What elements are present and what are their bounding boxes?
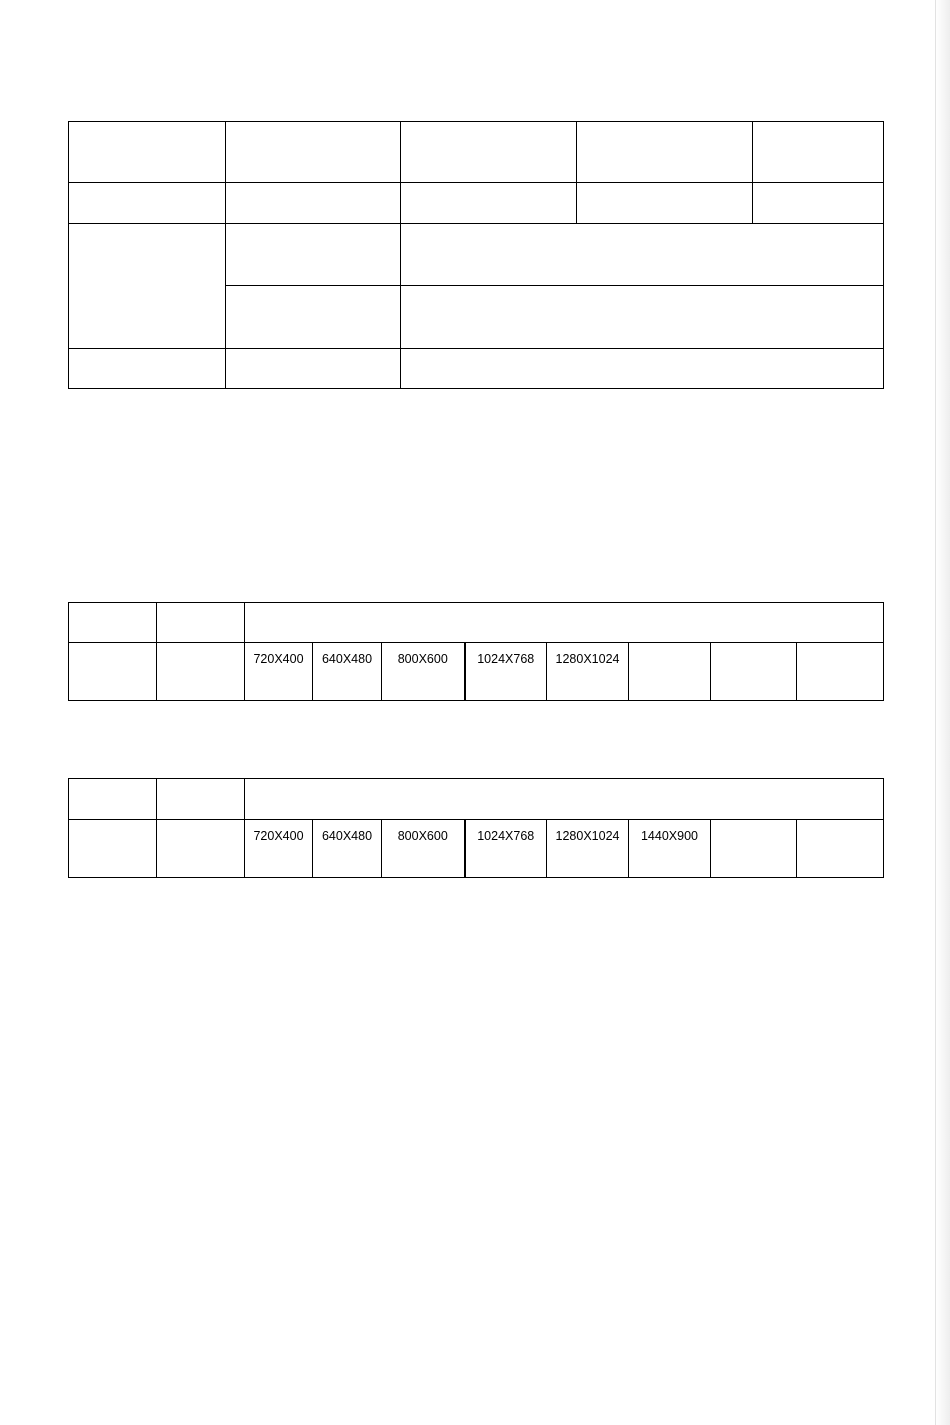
resolution-table-2 <box>68 778 884 878</box>
table-cell <box>69 183 226 224</box>
table-row <box>69 643 884 701</box>
table-cell <box>753 183 884 224</box>
resolution-cell: 640X480 <box>313 820 382 878</box>
resolution-cell: 640X480 <box>313 643 382 701</box>
table-cell <box>753 122 884 183</box>
resolution-cell: 1440X900 <box>629 820 711 878</box>
table-cell <box>401 224 884 286</box>
resolution-cell <box>797 643 884 701</box>
table-cell <box>69 643 157 701</box>
resolution-cell: 720X400 <box>245 820 313 878</box>
table-cell <box>157 643 245 701</box>
table-cell <box>157 820 245 878</box>
table-cell <box>226 122 401 183</box>
table-cell <box>69 779 157 820</box>
table-cell <box>226 183 401 224</box>
table-cell <box>245 603 884 643</box>
table-row <box>69 349 884 389</box>
resolution-cell: 1280X1024 <box>547 820 629 878</box>
table-cell <box>69 820 157 878</box>
resolution-cell: 1024X768 <box>465 820 547 878</box>
table-row <box>69 224 884 286</box>
table-row <box>69 122 884 183</box>
table-cell <box>577 122 753 183</box>
table-cell <box>69 349 226 389</box>
table-cell <box>401 122 577 183</box>
resolution-cell <box>629 643 711 701</box>
table-cell <box>401 183 577 224</box>
resolution-cell: 720X400 <box>245 643 313 701</box>
table-cell <box>577 183 753 224</box>
table-cell <box>69 224 226 349</box>
table-row <box>69 779 884 820</box>
table-cell <box>69 122 226 183</box>
resolution-cell: 1024X768 <box>465 643 547 701</box>
resolution-cell: 800X600 <box>382 643 465 701</box>
table-cell <box>69 603 157 643</box>
table-cell <box>245 779 884 820</box>
table-row <box>69 603 884 643</box>
resolution-cell <box>711 643 797 701</box>
table-cell <box>401 349 884 389</box>
table-cell <box>226 349 401 389</box>
resolution-cell <box>797 820 884 878</box>
resolution-cell: 1280X1024 <box>547 643 629 701</box>
table-cell <box>157 603 245 643</box>
table-cell <box>226 286 401 349</box>
resolution-cell: 800X600 <box>382 820 465 878</box>
table-cell <box>157 779 245 820</box>
resolution-cell <box>711 820 797 878</box>
page-edge-shadow <box>935 0 950 1425</box>
table-cell <box>401 286 884 349</box>
table-cell <box>226 224 401 286</box>
resolution-table-1 <box>68 602 884 701</box>
table-row <box>69 183 884 224</box>
spec-table <box>68 121 884 389</box>
table-row <box>69 820 884 878</box>
